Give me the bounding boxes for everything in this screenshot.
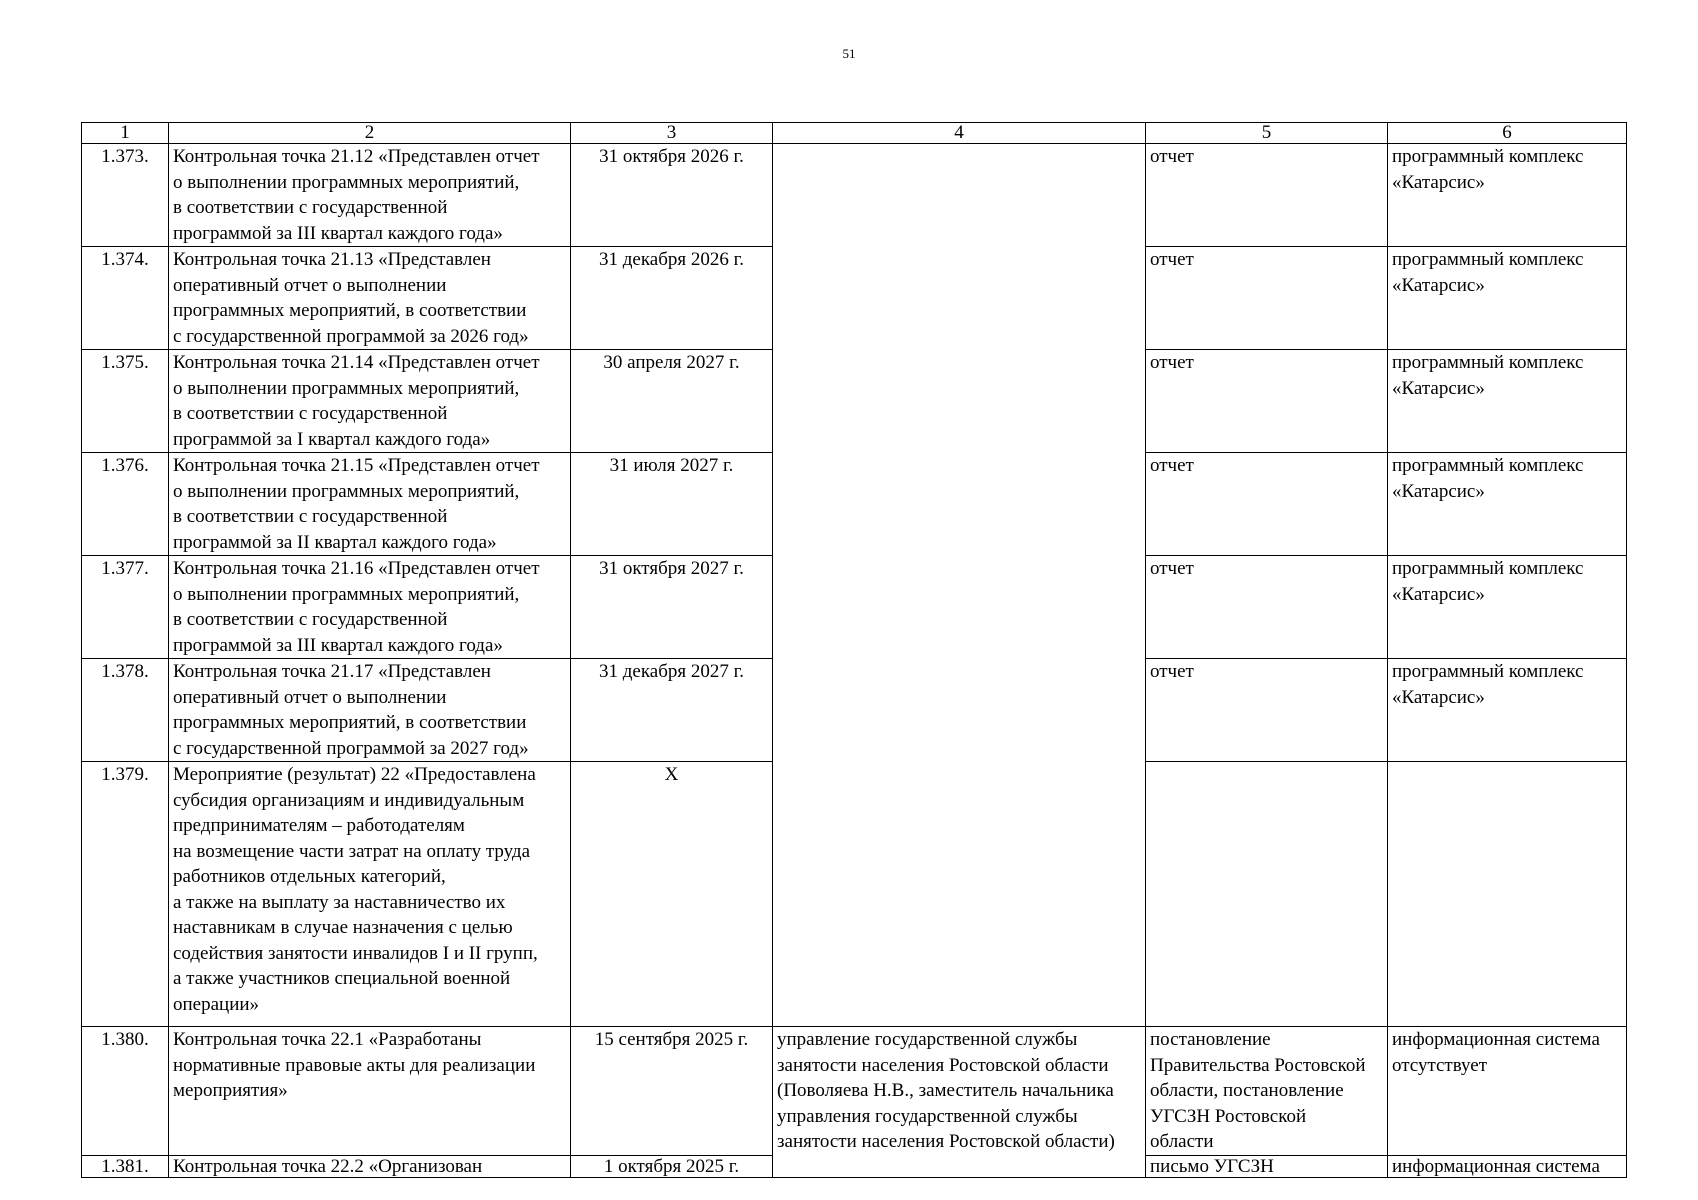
row-date: 31 октября 2026 г. xyxy=(571,144,773,247)
row-document xyxy=(1146,762,1388,1027)
row-description: Контрольная точка 22.1 «Разработаны нормативные правовые акты для реализации мероприятия» xyxy=(169,1027,571,1156)
row-description: Контрольная точка 21.12 «Представлен отчет о выполнении программных мероприятий, в соответствии с государственной программой за III квартал каждого года» xyxy=(169,144,571,247)
row-system: информационная система отсутствует xyxy=(1388,1027,1627,1156)
row-system xyxy=(1388,762,1627,1027)
table-row xyxy=(82,144,1627,247)
column-header: 5 xyxy=(1146,123,1388,144)
row-document: отчет xyxy=(1146,453,1388,556)
row-document: постановление Правительства Ростовской области, постановление УГСЗН Ростовской области xyxy=(1146,1027,1388,1156)
page-number: 51 xyxy=(842,46,856,61)
column-header: 1 xyxy=(82,123,169,144)
row-description: Контрольная точка 22.2 «Организован xyxy=(169,1155,571,1177)
row-description: Мероприятие (результат) 22 «Предоставлена субсидия организациям и индивидуальным предпринимателям – работодателям на возмещение части затрат на оплату труда работников отдельных категорий, а также на выплату за наставничество их наставникам в случае назначения с целью содействия занятости инвалидов I и II групп, а также участников специальной военной операции» xyxy=(169,762,571,1027)
row-number: 1.373. xyxy=(82,144,169,247)
row-document: письмо УГСЗН xyxy=(1146,1155,1388,1177)
row-responsible: управление государственной службы занятости населения Ростовской области (Поволяева Н.В., заместитель начальника управления государственной службы занятости населения Ростовской области) xyxy=(773,1027,1146,1178)
row-description: Контрольная точка 21.14 «Представлен отчет о выполнении программных мероприятий, в соответствии с государственной программой за I квартал каждого года» xyxy=(169,350,571,453)
row-number: 1.376. xyxy=(82,453,169,556)
row-description: Контрольная точка 21.16 «Представлен отчет о выполнении программных мероприятий, в соответствии с государственной программой за III квартал каждого года» xyxy=(169,556,571,659)
column-header: 2 xyxy=(169,123,571,144)
row-system: информационная система xyxy=(1388,1155,1627,1177)
column-header: 4 xyxy=(773,123,1146,144)
row-date: 31 октября 2027 г. xyxy=(571,556,773,659)
header-row xyxy=(82,123,1627,144)
column-header: 6 xyxy=(1388,123,1627,144)
row-date: 31 декабря 2027 г. xyxy=(571,659,773,762)
row-document: отчет xyxy=(1146,350,1388,453)
table-row xyxy=(82,1027,1627,1156)
row-date: 31 декабря 2026 г. xyxy=(571,247,773,350)
row-document: отчет xyxy=(1146,144,1388,247)
row-responsible-merged xyxy=(773,144,1146,1027)
row-number: 1.379. xyxy=(82,762,169,1027)
row-system: программный комплекс «Катарсис» xyxy=(1388,453,1627,556)
row-system: программный комплекс «Катарсис» xyxy=(1388,247,1627,350)
row-document: отчет xyxy=(1146,247,1388,350)
row-date: 30 апреля 2027 г. xyxy=(571,350,773,453)
row-number: 1.381. xyxy=(82,1155,169,1177)
row-description: Контрольная точка 21.15 «Представлен отчет о выполнении программных мероприятий, в соответствии с государственной программой за II квартал каждого года» xyxy=(169,453,571,556)
row-date: 31 июля 2027 г. xyxy=(571,453,773,556)
row-number: 1.374. xyxy=(82,247,169,350)
row-number: 1.375. xyxy=(82,350,169,453)
row-description: Контрольная точка 21.17 «Представлен оперативный отчет о выполнении программных мероприятий, в соответствии с государственной программой за 2027 год» xyxy=(169,659,571,762)
row-document: отчет xyxy=(1146,659,1388,762)
column-header: 3 xyxy=(571,123,773,144)
row-date: 15 сентября 2025 г. xyxy=(571,1027,773,1156)
row-date: Х xyxy=(571,762,773,1027)
row-system: программный комплекс «Катарсис» xyxy=(1388,144,1627,247)
row-system: программный комплекс «Катарсис» xyxy=(1388,556,1627,659)
control-points-table xyxy=(81,122,1627,1178)
row-system: программный комплекс «Катарсис» xyxy=(1388,350,1627,453)
row-description: Контрольная точка 21.13 «Представлен оперативный отчет о выполнении программных мероприятий, в соответствии с государственной программой за 2026 год» xyxy=(169,247,571,350)
row-number: 1.378. xyxy=(82,659,169,762)
row-date: 1 октября 2025 г. xyxy=(571,1155,773,1177)
row-number: 1.380. xyxy=(82,1027,169,1156)
row-system: программный комплекс «Катарсис» xyxy=(1388,659,1627,762)
row-number: 1.377. xyxy=(82,556,169,659)
row-document: отчет xyxy=(1146,556,1388,659)
